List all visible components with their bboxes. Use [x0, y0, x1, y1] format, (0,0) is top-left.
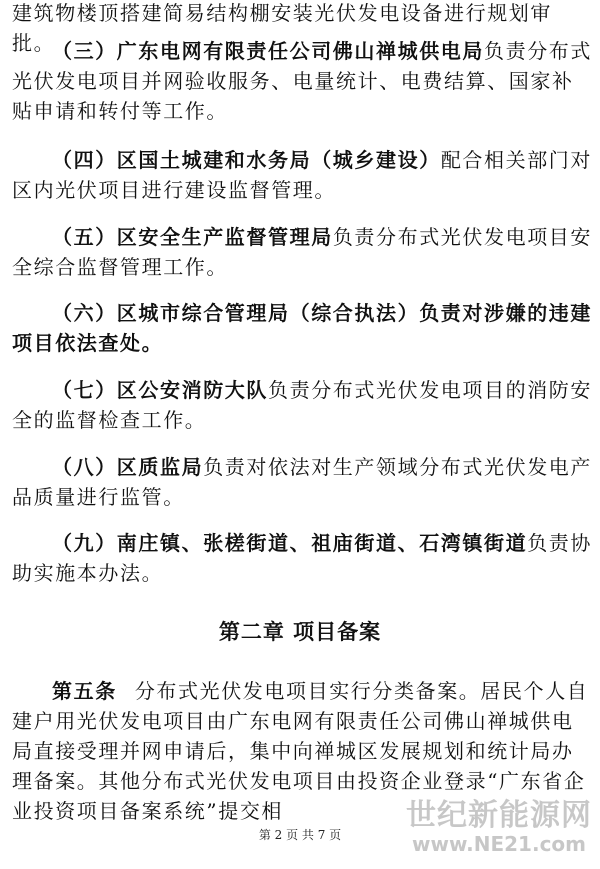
paragraph-item-5	[12, 222, 592, 282]
watermark-logo	[406, 790, 592, 856]
item-text: 负责分布式光伏发电项目并网验收服务、电量统计、电费结算、国家补贴申请和转付等工作。	[12, 39, 592, 123]
paragraph-item-3	[12, 36, 592, 126]
paragraph-item-4	[12, 145, 592, 205]
article-label: 第五条	[52, 679, 117, 703]
paragraph-text: 建筑物楼顶搭建简易结构棚安装光伏发电设备进行规划审批。	[12, 1, 552, 55]
item-heading: （六）区城市综合管理局（综合执法）负责对涉嫌的违建项目依法查处。	[12, 301, 592, 355]
item-text: 负责分布式光伏发电项目的消防安全的监督检查工作。	[12, 378, 592, 432]
watermark-name: 世纪新能源网	[406, 798, 592, 833]
paragraph-item-8	[12, 452, 592, 512]
item-text: 负责对依法对生产领域分布式光伏发电产品质量进行监管。	[12, 455, 593, 509]
item-text: 配合相关部门对区内光伏项目进行建设监督管理。	[12, 148, 593, 202]
paragraph-item-9	[12, 528, 592, 588]
item-heading: （五）区安全生产监督管理局	[52, 225, 333, 249]
item-heading: （三）广东电网有限责任公司佛山禅城供电局	[52, 39, 484, 63]
watermark-url: www.NE21.com	[411, 832, 586, 856]
page-footer: 第 2 页 共 7 页	[258, 828, 342, 842]
chapter-title: 第二章 项目备案	[218, 620, 382, 644]
paragraph-item-6	[12, 298, 592, 358]
paragraph-item-7	[12, 375, 592, 435]
item-text: 负责分布式光伏发电项目安全综合监督管理工作。	[12, 225, 593, 279]
article-text: 分布式光伏发电项目实行分类备案。居民个人自建户用光伏发电项目由广东电网有限责任公司佛山禅城供电局直接受理并网申请后，集中向禅城区发展规划和统计局办理备案。其他分布式光伏发电项目由投资企业登录“广东省企业投资项目备案系统”提交相	[12, 679, 589, 823]
item-heading: （七）区公安消防大队	[52, 378, 268, 402]
item-heading: （九）南庄镇、张槎街道、祖庙街道、石湾镇街道	[52, 531, 528, 555]
item-heading: （八）区质监局	[52, 455, 204, 479]
item-heading: （四）区国土城建和水务局（城乡建设）	[52, 148, 441, 172]
item-text: 负责协助实施本办法。	[12, 531, 593, 585]
